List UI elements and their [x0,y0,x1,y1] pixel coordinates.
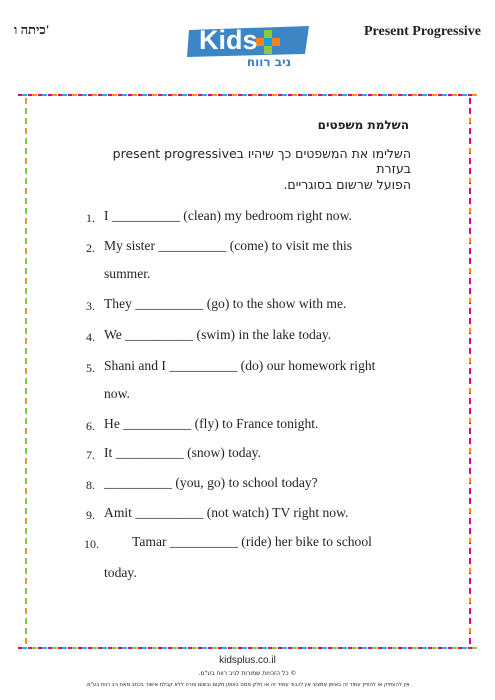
legal-notice: אין להעתיק או להפיץ עמוד זה באופן אמצעי אין לכבוד עמוד זה או חלק ממנו באופן מקום ובשום צורה ללא קבלת אישור בכתב מאת ניב רווח בע"מ. [85,682,410,688]
item-continuation: today. [104,565,137,580]
class-label: כיתה ו' [14,22,50,37]
item-number: 6. [86,419,95,433]
site-url: kidsplus.co.il [219,655,276,666]
item-number: 4. [86,330,95,344]
item-number: 10. [84,537,99,551]
item-continuation: now. [104,386,130,401]
item-sentence: Tamar __________ (ride) her bike to school [132,534,372,549]
item-number: 1. [86,211,95,225]
item-number: 8. [86,478,95,492]
logo-word: Kids [199,25,258,55]
worksheet-subject: Present Progressive [363,24,481,39]
item-sentence: They __________ (go) to the show with me. [104,296,347,311]
copyright-line: © כל הזכויות שמורות לניב רווח בע"מ. [198,670,297,677]
instructions-line-1: השלימו את המשפטים כך שיהיו בpresent progressive בעזרת [112,146,411,176]
item-sentence: I __________ (clean) my bedroom right now. [104,208,352,223]
instructions-line-2: הפועל שרשום בסוגריים. [283,177,411,192]
item-number: 2. [86,241,95,255]
item-sentence: __________ (you, go) to school today? [104,475,318,490]
item-sentence: Shani and I __________ (do) our homework right [104,358,376,373]
item-number: 7. [86,448,95,462]
item-number: 9. [86,508,95,522]
item-number: 3. [86,299,95,313]
item-number: 5. [86,361,95,375]
item-sentence: My sister __________ (come) to visit me this [104,238,353,253]
item-sentence: He __________ (fly) to France tonight. [104,416,319,431]
exercise-title: השלמת משפטים [317,118,409,132]
item-sentence: We __________ (swim) in the lake today. [104,327,332,342]
logo-subtitle: ניב רווח [246,55,292,69]
item-continuation: summer. [104,266,151,281]
item-sentence: It __________ (snow) today. [104,445,261,460]
item-sentence: Amit __________ (not watch) TV right now. [104,505,349,520]
